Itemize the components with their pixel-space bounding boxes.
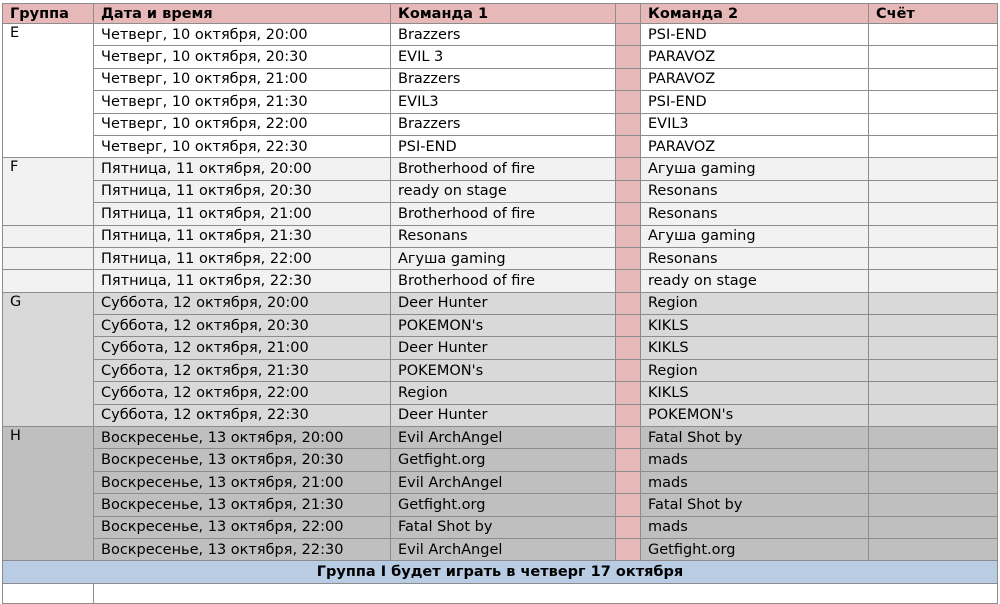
match-score	[869, 270, 998, 292]
match-score	[869, 359, 998, 381]
match-datetime: Четверг, 10 октября, 21:30	[94, 91, 391, 113]
column-separator	[616, 158, 641, 180]
match-row	[3, 91, 998, 113]
match-row	[3, 113, 998, 135]
column-separator	[616, 427, 641, 449]
match-team1: EVIL 3	[391, 46, 616, 68]
match-score	[869, 494, 998, 516]
match-score	[869, 135, 998, 157]
match-team2: Resonans	[641, 203, 869, 225]
match-datetime: Четверг, 10 октября, 22:30	[94, 135, 391, 157]
match-datetime: Воскресенье, 13 октября, 22:00	[94, 516, 391, 538]
column-separator	[616, 225, 641, 247]
group-name: H	[3, 427, 94, 561]
match-datetime: Суббота, 12 октября, 21:00	[94, 337, 391, 359]
blank-row	[3, 583, 998, 603]
group-cell-empty	[3, 225, 94, 247]
column-separator	[616, 270, 641, 292]
match-score	[869, 449, 998, 471]
match-team2: POKEMON's	[641, 404, 869, 426]
blank-cell	[3, 583, 94, 603]
match-score	[869, 158, 998, 180]
match-team2: KIKLS	[641, 315, 869, 337]
column-separator	[616, 538, 641, 560]
match-score	[869, 68, 998, 90]
match-row	[3, 24, 998, 46]
match-row	[3, 494, 998, 516]
match-score	[869, 91, 998, 113]
match-score	[869, 315, 998, 337]
match-score	[869, 203, 998, 225]
column-separator	[616, 471, 641, 493]
match-team1: Deer Hunter	[391, 404, 616, 426]
match-team2: Getfight.org	[641, 538, 869, 560]
match-team1: Getfight.org	[391, 449, 616, 471]
match-datetime: Воскресенье, 13 октября, 21:30	[94, 494, 391, 516]
match-team2: ready on stage	[641, 270, 869, 292]
group-name: G	[3, 292, 94, 426]
match-team1: Brazzers	[391, 24, 616, 46]
match-row	[3, 46, 998, 68]
match-row	[3, 180, 998, 202]
match-score	[869, 24, 998, 46]
column-separator	[616, 203, 641, 225]
match-row	[3, 382, 998, 404]
blank-cell	[94, 583, 998, 603]
match-datetime: Пятница, 11 октября, 22:00	[94, 247, 391, 269]
notice-text: Группа I будет играть в четверг 17 октября	[3, 561, 998, 583]
match-team2: Агуша gaming	[641, 158, 869, 180]
match-team1: Region	[391, 382, 616, 404]
match-datetime: Суббота, 12 октября, 21:30	[94, 359, 391, 381]
match-team2: PARAVOZ	[641, 46, 869, 68]
match-score	[869, 516, 998, 538]
match-team1: Evil ArchAngel	[391, 427, 616, 449]
match-row	[3, 404, 998, 426]
match-team1: Brotherhood of fire	[391, 203, 616, 225]
group-name: F	[3, 158, 94, 225]
match-datetime: Воскресенье, 13 октября, 21:00	[94, 471, 391, 493]
match-score	[869, 247, 998, 269]
match-score	[869, 180, 998, 202]
match-team2: KIKLS	[641, 337, 869, 359]
column-separator	[616, 135, 641, 157]
match-row	[3, 135, 998, 157]
match-row	[3, 225, 998, 247]
column-separator	[616, 315, 641, 337]
schedule-body	[3, 24, 998, 604]
match-team2: KIKLS	[641, 382, 869, 404]
match-team1: ready on stage	[391, 180, 616, 202]
match-team2: PARAVOZ	[641, 135, 869, 157]
column-separator	[616, 180, 641, 202]
match-team2: mads	[641, 449, 869, 471]
match-datetime: Суббота, 12 октября, 20:30	[94, 315, 391, 337]
match-datetime: Пятница, 11 октября, 21:00	[94, 203, 391, 225]
match-datetime: Четверг, 10 октября, 22:00	[94, 113, 391, 135]
column-separator	[616, 68, 641, 90]
match-datetime: Пятница, 11 октября, 20:00	[94, 158, 391, 180]
match-team1: Brazzers	[391, 113, 616, 135]
column-separator	[616, 91, 641, 113]
match-score	[869, 337, 998, 359]
match-team1: Fatal Shot by	[391, 516, 616, 538]
match-team1: POKEMON's	[391, 359, 616, 381]
match-team1: Getfight.org	[391, 494, 616, 516]
match-team2: mads	[641, 516, 869, 538]
match-datetime: Четверг, 10 октября, 21:00	[94, 68, 391, 90]
match-row	[3, 315, 998, 337]
match-row	[3, 427, 998, 449]
match-team1: PSI-END	[391, 135, 616, 157]
header-score: Счёт	[869, 4, 998, 24]
match-team1: Brazzers	[391, 68, 616, 90]
match-row	[3, 449, 998, 471]
match-team1: Агуша gaming	[391, 247, 616, 269]
column-separator	[616, 359, 641, 381]
match-datetime: Пятница, 11 октября, 22:30	[94, 270, 391, 292]
match-datetime: Четверг, 10 октября, 20:00	[94, 24, 391, 46]
column-separator	[616, 449, 641, 471]
column-separator	[616, 247, 641, 269]
match-row	[3, 516, 998, 538]
match-team2: PSI-END	[641, 24, 869, 46]
group-name: E	[3, 24, 94, 158]
header-team1: Команда 1	[391, 4, 616, 24]
match-datetime: Суббота, 12 октября, 22:00	[94, 382, 391, 404]
column-separator	[616, 292, 641, 314]
match-datetime: Пятница, 11 октября, 20:30	[94, 180, 391, 202]
match-score	[869, 382, 998, 404]
match-team2: Resonans	[641, 247, 869, 269]
column-separator	[616, 494, 641, 516]
match-team1: Deer Hunter	[391, 337, 616, 359]
match-datetime: Воскресенье, 13 октября, 22:30	[94, 538, 391, 560]
match-row	[3, 247, 998, 269]
group-cell-empty	[3, 247, 94, 269]
match-row	[3, 68, 998, 90]
column-separator	[616, 113, 641, 135]
match-team2: Region	[641, 292, 869, 314]
notice-row	[3, 561, 998, 583]
match-datetime: Четверг, 10 октября, 20:30	[94, 46, 391, 68]
match-team2: EVIL3	[641, 113, 869, 135]
match-team1: POKEMON's	[391, 315, 616, 337]
match-team1: Evil ArchAngel	[391, 471, 616, 493]
match-team2: PARAVOZ	[641, 68, 869, 90]
match-datetime: Воскресенье, 13 октября, 20:30	[94, 449, 391, 471]
match-row	[3, 538, 998, 560]
match-score	[869, 225, 998, 247]
column-separator	[616, 516, 641, 538]
match-team2: mads	[641, 471, 869, 493]
column-separator	[616, 24, 641, 46]
match-score	[869, 538, 998, 560]
match-datetime: Пятница, 11 октября, 21:30	[94, 225, 391, 247]
match-team2: Агуша gaming	[641, 225, 869, 247]
match-score	[869, 471, 998, 493]
match-team1: Brotherhood of fire	[391, 270, 616, 292]
match-team1: Resonans	[391, 225, 616, 247]
match-datetime: Суббота, 12 октября, 20:00	[94, 292, 391, 314]
column-separator	[616, 46, 641, 68]
match-team1: Deer Hunter	[391, 292, 616, 314]
match-row	[3, 203, 998, 225]
column-separator	[616, 337, 641, 359]
match-row	[3, 158, 998, 180]
group-cell-empty	[3, 270, 94, 292]
match-datetime: Воскресенье, 13 октября, 20:00	[94, 427, 391, 449]
match-team2: Region	[641, 359, 869, 381]
match-team1: EVIL3	[391, 91, 616, 113]
match-score	[869, 404, 998, 426]
match-team2: Fatal Shot by	[641, 494, 869, 516]
match-row	[3, 292, 998, 314]
match-team2: Fatal Shot by	[641, 427, 869, 449]
match-row	[3, 471, 998, 493]
match-score	[869, 113, 998, 135]
match-row	[3, 270, 998, 292]
schedule-table	[2, 3, 998, 604]
header-group: Группа	[3, 4, 94, 24]
header-row	[3, 4, 998, 24]
match-team2: PSI-END	[641, 91, 869, 113]
header-datetime: Дата и время	[94, 4, 391, 24]
match-team1: Brotherhood of fire	[391, 158, 616, 180]
column-separator	[616, 404, 641, 426]
header-team2: Команда 2	[641, 4, 869, 24]
column-separator	[616, 382, 641, 404]
match-score	[869, 46, 998, 68]
match-team1: Evil ArchAngel	[391, 538, 616, 560]
match-score	[869, 427, 998, 449]
column-separator	[616, 4, 641, 24]
match-score	[869, 292, 998, 314]
match-row	[3, 337, 998, 359]
match-datetime: Суббота, 12 октября, 22:30	[94, 404, 391, 426]
match-row	[3, 359, 998, 381]
match-team2: Resonans	[641, 180, 869, 202]
